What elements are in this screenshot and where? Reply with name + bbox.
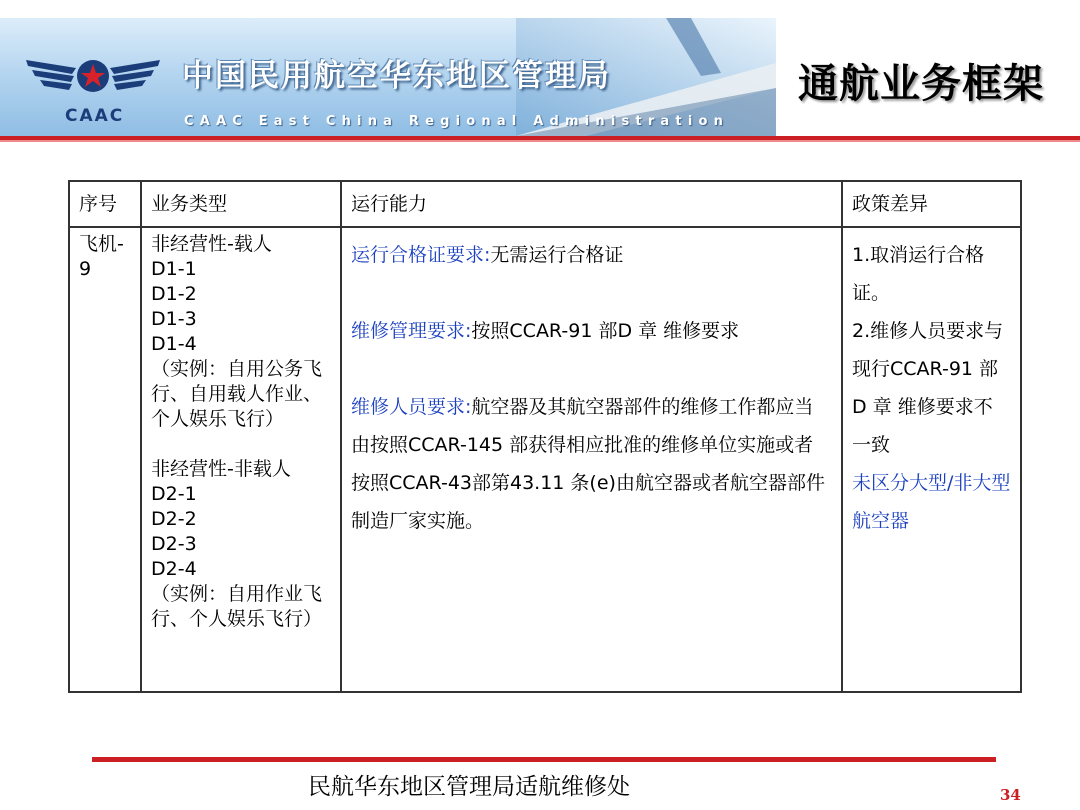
group2-item: D2-2 <box>151 508 197 530</box>
group2-title: 非经营性-非载人 <box>151 458 291 480</box>
group1-example: （实例：自用公务飞行、自用载人作业、个人娱乐飞行） <box>151 358 323 430</box>
top-divider-shadow <box>0 140 1080 142</box>
header-banner <box>0 18 776 136</box>
cell-business-type <box>141 227 341 692</box>
staff-requirement <box>351 388 832 540</box>
policy-item-1: 1.取消运行合格证。 <box>852 244 985 304</box>
capability-spacer <box>351 350 832 388</box>
group2-item: D2-3 <box>151 533 197 555</box>
bottom-divider <box>92 757 996 762</box>
group1-item: D1-3 <box>151 308 197 330</box>
maint-requirement <box>351 312 832 350</box>
slide-title: 通航业务框架 <box>798 61 1044 107</box>
cert-text: 无需运行合格证 <box>490 244 624 266</box>
maint-text: 按照CCAR-91 部D 章 维修要求 <box>471 320 740 342</box>
header-policy-diff: 政策差异 <box>842 181 1021 227</box>
cell-policy <box>842 227 1021 692</box>
table-row <box>69 227 1021 692</box>
group1-item: D1-1 <box>151 258 197 280</box>
business-framework-table <box>68 180 1022 693</box>
table-header-row <box>69 181 1021 227</box>
maint-label: 维修管理要求: <box>351 320 472 342</box>
org-name-cn: 中国民用航空华东地区管理局 <box>182 58 611 94</box>
group1-item: D1-4 <box>151 333 197 355</box>
capability-spacer <box>351 274 832 312</box>
group1-title: 非经营性-载人 <box>151 233 272 255</box>
cell-capability <box>341 227 842 692</box>
caac-logo <box>18 38 168 130</box>
group2-item: D2-1 <box>151 483 197 505</box>
group2-item: D2-4 <box>151 558 197 580</box>
staff-label: 维修人员要求: <box>351 396 472 418</box>
header-capability: 运行能力 <box>341 181 842 227</box>
cert-label: 运行合格证要求: <box>351 244 491 266</box>
header-business-type: 业务类型 <box>141 181 341 227</box>
group1-item: D1-2 <box>151 283 197 305</box>
page-number: 34 <box>1000 786 1021 804</box>
logo-text: CAAC <box>65 106 125 126</box>
policy-item-2: 2.维修人员要求与现行CCAR-91 部D 章 维修要求不一致 <box>852 320 1004 456</box>
org-name-en: CAAC East China Regional Administration <box>184 114 730 129</box>
policy-note: 未区分大型/非大型航空器 <box>852 472 1011 532</box>
cell-seq: 飞机-9 <box>69 227 141 692</box>
header-seq: 序号 <box>69 181 141 227</box>
footer-department: 民航华东地区管理局适航维修处 <box>308 774 630 800</box>
cert-requirement <box>351 236 832 274</box>
group2-example: （实例：自用作业飞行、个人娱乐飞行） <box>151 583 323 630</box>
group-spacer <box>151 432 331 457</box>
staff-text: 航空器及其航空器部件的维修工作都应当由按照CCAR-145 部获得相应批准的维修单位实施或者按照CCAR-43部第43.11 条(e)由航空器或者航空器部件制造厂家实施。 <box>351 396 825 532</box>
